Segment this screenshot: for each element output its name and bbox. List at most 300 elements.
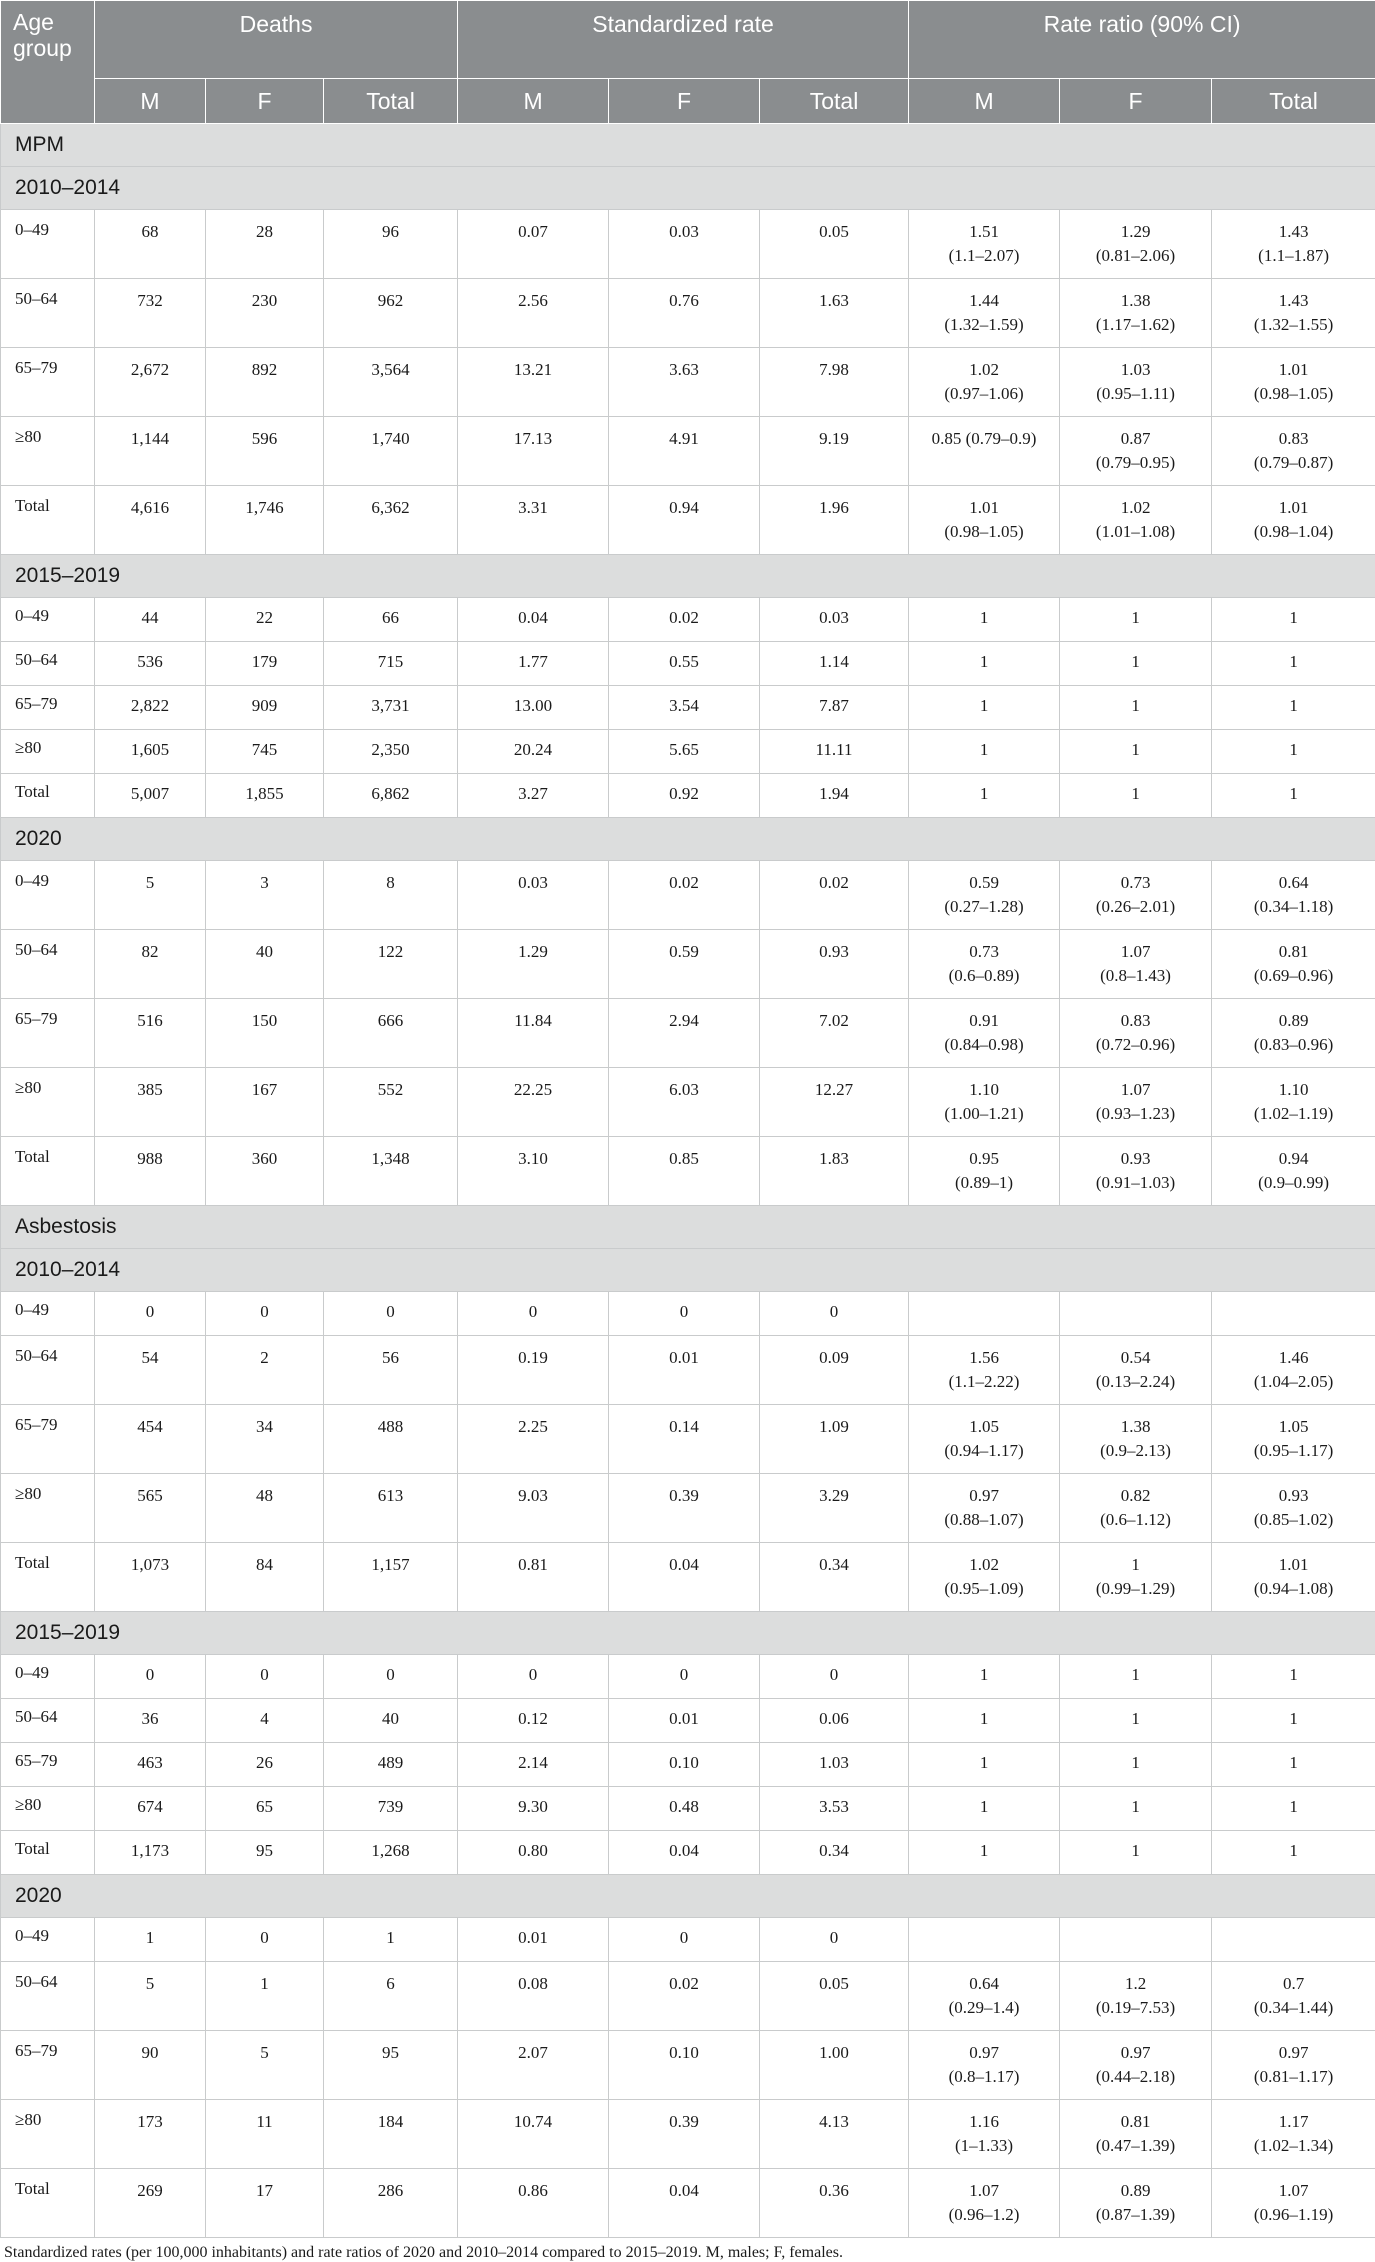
rate-total-cell: 0 xyxy=(760,1655,909,1699)
table-row xyxy=(1,417,1375,486)
ratio-f-cell: 0.97 (0.44–2.18) xyxy=(1060,2031,1212,2100)
rate-f-cell: 0.10 xyxy=(609,2031,760,2100)
subheader-ratio-total: Total xyxy=(1212,79,1375,124)
ratio-total-cell: 0.81 (0.69–0.96) xyxy=(1212,930,1375,999)
ratio-f-cell: 0.87 (0.79–0.95) xyxy=(1060,417,1212,486)
deaths-m-cell: 385 xyxy=(95,1068,206,1137)
ratio-m-cell: 0.97 (0.88–1.07) xyxy=(909,1474,1060,1543)
ratio-total-cell: 1.01 (0.98–1.05) xyxy=(1212,348,1375,417)
deaths-f-cell: 5 xyxy=(206,2031,324,2100)
ratio-m-cell: 1.01 (0.98–1.05) xyxy=(909,486,1060,555)
table-row xyxy=(1,1962,1375,2031)
table-row xyxy=(1,348,1375,417)
subheader-deaths-f: F xyxy=(206,79,324,124)
rate-f-cell: 0.04 xyxy=(609,1831,760,1875)
rate-m-cell: 3.10 xyxy=(458,1137,609,1206)
ratio-total-cell: 1 xyxy=(1212,686,1375,730)
deaths-f-cell: 745 xyxy=(206,730,324,774)
rate-f-cell: 0.85 xyxy=(609,1137,760,1206)
deaths-f-cell: 909 xyxy=(206,686,324,730)
age-group-cell: 65–79 xyxy=(1,686,95,730)
table-row xyxy=(1,1743,1375,1787)
header-standardized-rate: Standardized rate xyxy=(458,1,909,79)
deaths-f-cell: 3 xyxy=(206,861,324,930)
ratio-m-cell: 0.59 (0.27–1.28) xyxy=(909,861,1060,930)
ratio-m-cell: 1.02 (0.95–1.09) xyxy=(909,1543,1060,1612)
age-group-cell: Total xyxy=(1,486,95,555)
rate-f-cell: 0.76 xyxy=(609,279,760,348)
ratio-total-cell: 1.10 (1.02–1.19) xyxy=(1212,1068,1375,1137)
deaths-m-cell: 36 xyxy=(95,1699,206,1743)
table-row xyxy=(1,930,1375,999)
ratio-total-cell: 1 xyxy=(1212,1787,1375,1831)
rate-total-cell: 0.05 xyxy=(760,1962,909,2031)
table-row xyxy=(1,730,1375,774)
deaths-m-cell: 732 xyxy=(95,279,206,348)
ratio-m-cell: 0.85 (0.79–0.9) xyxy=(909,417,1060,486)
deaths-m-cell: 5 xyxy=(95,1962,206,2031)
table-footnote: Standardized rates (per 100,000 inhabitants) and rate ratios of 2020 and 2010–2014 compared to 2015–2019. M, males; F, females. xyxy=(0,2238,1375,2262)
ratio-m-cell: 1.56 (1.1–2.22) xyxy=(909,1336,1060,1405)
ratio-m-cell: 1 xyxy=(909,1655,1060,1699)
rate-m-cell: 0.86 xyxy=(458,2169,609,2238)
ratio-m-cell: 1 xyxy=(909,642,1060,686)
deaths-total-cell: 95 xyxy=(324,2031,458,2100)
deaths-total-cell: 1,157 xyxy=(324,1543,458,1612)
age-group-cell: ≥80 xyxy=(1,1068,95,1137)
period-section-row xyxy=(1,1612,1375,1655)
deaths-m-cell: 1,073 xyxy=(95,1543,206,1612)
age-group-cell: 0–49 xyxy=(1,1655,95,1699)
rate-m-cell: 20.24 xyxy=(458,730,609,774)
ratio-total-cell: 1 xyxy=(1212,1655,1375,1699)
rate-total-cell: 0.02 xyxy=(760,861,909,930)
ratio-total-cell: 1 xyxy=(1212,642,1375,686)
age-group-cell: 50–64 xyxy=(1,930,95,999)
ratio-m-cell: 1 xyxy=(909,1743,1060,1787)
ratio-m-cell: 1.07 (0.96–1.2) xyxy=(909,2169,1060,2238)
rate-total-cell: 9.19 xyxy=(760,417,909,486)
rate-m-cell: 0.01 xyxy=(458,1918,609,1962)
deaths-m-cell: 4,616 xyxy=(95,486,206,555)
subheader-rate-total: Total xyxy=(760,79,909,124)
ratio-f-cell: 1.29 (0.81–2.06) xyxy=(1060,210,1212,279)
deaths-m-cell: 565 xyxy=(95,1474,206,1543)
ratio-f-cell: 1 xyxy=(1060,1743,1212,1787)
deaths-m-cell: 173 xyxy=(95,2100,206,2169)
deaths-m-cell: 44 xyxy=(95,598,206,642)
deaths-total-cell: 666 xyxy=(324,999,458,1068)
rate-f-cell: 0 xyxy=(609,1292,760,1336)
ratio-f-cell: 1 xyxy=(1060,598,1212,642)
rate-total-cell: 7.87 xyxy=(760,686,909,730)
table-row xyxy=(1,2169,1375,2238)
rate-total-cell: 0.06 xyxy=(760,1699,909,1743)
deaths-f-cell: 11 xyxy=(206,2100,324,2169)
deaths-f-cell: 167 xyxy=(206,1068,324,1137)
period-section-row xyxy=(1,1875,1375,1918)
deaths-f-cell: 28 xyxy=(206,210,324,279)
ratio-f-cell: 0.81 (0.47–1.39) xyxy=(1060,2100,1212,2169)
ratio-total-cell: 0.97 (0.81–1.17) xyxy=(1212,2031,1375,2100)
rate-total-cell: 3.29 xyxy=(760,1474,909,1543)
deaths-f-cell: 0 xyxy=(206,1918,324,1962)
rate-total-cell: 1.83 xyxy=(760,1137,909,1206)
rate-total-cell: 1.00 xyxy=(760,2031,909,2100)
deaths-f-cell: 2 xyxy=(206,1336,324,1405)
deaths-total-cell: 1,348 xyxy=(324,1137,458,1206)
deaths-m-cell: 5,007 xyxy=(95,774,206,818)
rate-total-cell: 12.27 xyxy=(760,1068,909,1137)
age-group-cell: 65–79 xyxy=(1,1405,95,1474)
period-section-row xyxy=(1,555,1375,598)
deaths-total-cell: 122 xyxy=(324,930,458,999)
header-row-top xyxy=(1,1,1375,79)
rate-m-cell: 9.30 xyxy=(458,1787,609,1831)
deaths-total-cell: 488 xyxy=(324,1405,458,1474)
rate-m-cell: 0 xyxy=(458,1292,609,1336)
deaths-m-cell: 54 xyxy=(95,1336,206,1405)
rate-total-cell: 0.34 xyxy=(760,1543,909,1612)
age-group-cell: 50–64 xyxy=(1,1336,95,1405)
deaths-total-cell: 3,731 xyxy=(324,686,458,730)
deaths-total-cell: 552 xyxy=(324,1068,458,1137)
header-deaths: Deaths xyxy=(95,1,458,79)
ratio-f-cell: 0.54 (0.13–2.24) xyxy=(1060,1336,1212,1405)
ratio-m-cell: 0.95 (0.89–1) xyxy=(909,1137,1060,1206)
header-age-group: Age group xyxy=(1,1,95,124)
deaths-m-cell: 516 xyxy=(95,999,206,1068)
deaths-f-cell: 0 xyxy=(206,1655,324,1699)
ratio-f-cell: 0.93 (0.91–1.03) xyxy=(1060,1137,1212,1206)
ratio-m-cell: 1.51 (1.1–2.07) xyxy=(909,210,1060,279)
rate-total-cell: 0.34 xyxy=(760,1831,909,1875)
rate-m-cell: 2.25 xyxy=(458,1405,609,1474)
deaths-m-cell: 0 xyxy=(95,1292,206,1336)
age-group-cell: Total xyxy=(1,1137,95,1206)
rate-f-cell: 3.54 xyxy=(609,686,760,730)
table-row xyxy=(1,774,1375,818)
rate-total-cell: 4.13 xyxy=(760,2100,909,2169)
subheader-rate-f: F xyxy=(609,79,760,124)
rate-total-cell: 1.09 xyxy=(760,1405,909,1474)
rate-total-cell: 7.98 xyxy=(760,348,909,417)
rate-f-cell: 0.04 xyxy=(609,2169,760,2238)
rate-m-cell: 0.07 xyxy=(458,210,609,279)
deaths-f-cell: 1 xyxy=(206,1962,324,2031)
ratio-f-cell: 1.07 (0.93–1.23) xyxy=(1060,1068,1212,1137)
deaths-total-cell: 3,564 xyxy=(324,348,458,417)
table-row xyxy=(1,2031,1375,2100)
ratio-f-cell: 1.2 (0.19–7.53) xyxy=(1060,1962,1212,2031)
deaths-total-cell: 40 xyxy=(324,1699,458,1743)
age-group-cell: 65–79 xyxy=(1,1743,95,1787)
age-group-cell: ≥80 xyxy=(1,1474,95,1543)
deaths-total-cell: 96 xyxy=(324,210,458,279)
rate-f-cell: 0 xyxy=(609,1655,760,1699)
age-group-cell: 0–49 xyxy=(1,210,95,279)
age-group-cell: Total xyxy=(1,1831,95,1875)
deaths-m-cell: 1,173 xyxy=(95,1831,206,1875)
table-row xyxy=(1,1787,1375,1831)
deaths-m-cell: 2,822 xyxy=(95,686,206,730)
rate-m-cell: 0.08 xyxy=(458,1962,609,2031)
deaths-f-cell: 230 xyxy=(206,279,324,348)
rate-total-cell: 0.36 xyxy=(760,2169,909,2238)
deaths-m-cell: 90 xyxy=(95,2031,206,2100)
ratio-m-cell: 0.73 (0.6–0.89) xyxy=(909,930,1060,999)
ratio-total-cell: 0.64 (0.34–1.18) xyxy=(1212,861,1375,930)
ratio-total-cell: 1.01 (0.94–1.08) xyxy=(1212,1543,1375,1612)
ratio-total-cell: 1 xyxy=(1212,1831,1375,1875)
age-group-cell: 50–64 xyxy=(1,1962,95,2031)
rate-f-cell: 0.03 xyxy=(609,210,760,279)
rate-m-cell: 0.19 xyxy=(458,1336,609,1405)
table-row xyxy=(1,1336,1375,1405)
table-body xyxy=(1,124,1375,2238)
rate-m-cell: 13.00 xyxy=(458,686,609,730)
deaths-f-cell: 34 xyxy=(206,1405,324,1474)
ratio-m-cell: 1.05 (0.94–1.17) xyxy=(909,1405,1060,1474)
table-row xyxy=(1,1405,1375,1474)
table-row xyxy=(1,1831,1375,1875)
table-row xyxy=(1,1068,1375,1137)
subheader-deaths-m: M xyxy=(95,79,206,124)
rate-f-cell: 0.92 xyxy=(609,774,760,818)
ratio-m-cell: 1 xyxy=(909,1831,1060,1875)
ratio-f-cell: 0.83 (0.72–0.96) xyxy=(1060,999,1212,1068)
ratio-m-cell: 1 xyxy=(909,774,1060,818)
rate-total-cell: 11.11 xyxy=(760,730,909,774)
age-group-cell: 50–64 xyxy=(1,1699,95,1743)
ratio-total-cell: 1.01 (0.98–1.04) xyxy=(1212,486,1375,555)
table-row xyxy=(1,1699,1375,1743)
deaths-f-cell: 596 xyxy=(206,417,324,486)
ratio-m-cell: 1 xyxy=(909,1787,1060,1831)
rate-m-cell: 1.29 xyxy=(458,930,609,999)
rate-m-cell: 2.07 xyxy=(458,2031,609,2100)
deaths-f-cell: 0 xyxy=(206,1292,324,1336)
deaths-total-cell: 739 xyxy=(324,1787,458,1831)
table-row xyxy=(1,999,1375,1068)
age-group-cell: 0–49 xyxy=(1,1918,95,1962)
rate-f-cell: 0.14 xyxy=(609,1405,760,1474)
ratio-m-cell xyxy=(909,1292,1060,1336)
deaths-m-cell: 269 xyxy=(95,2169,206,2238)
deaths-f-cell: 360 xyxy=(206,1137,324,1206)
age-group-cell: 0–49 xyxy=(1,598,95,642)
age-group-cell: ≥80 xyxy=(1,1787,95,1831)
rate-f-cell: 0.39 xyxy=(609,2100,760,2169)
ratio-total-cell: 1.43 (1.32–1.55) xyxy=(1212,279,1375,348)
ratio-m-cell: 0.64 (0.29–1.4) xyxy=(909,1962,1060,2031)
table-row xyxy=(1,1918,1375,1962)
rate-total-cell: 1.03 xyxy=(760,1743,909,1787)
rate-total-cell: 1.14 xyxy=(760,642,909,686)
age-group-cell: 65–79 xyxy=(1,2031,95,2100)
deaths-m-cell: 0 xyxy=(95,1655,206,1699)
deaths-total-cell: 66 xyxy=(324,598,458,642)
ratio-m-cell: 1.02 (0.97–1.06) xyxy=(909,348,1060,417)
ratio-f-cell xyxy=(1060,1918,1212,1962)
rate-f-cell: 0.02 xyxy=(609,598,760,642)
rate-f-cell: 0 xyxy=(609,1918,760,1962)
deaths-total-cell: 0 xyxy=(324,1655,458,1699)
table-row xyxy=(1,486,1375,555)
deaths-f-cell: 95 xyxy=(206,1831,324,1875)
rate-total-cell: 1.96 xyxy=(760,486,909,555)
rate-total-cell: 0.05 xyxy=(760,210,909,279)
subheader-ratio-m: M xyxy=(909,79,1060,124)
ratio-total-cell: 0.93 (0.85–1.02) xyxy=(1212,1474,1375,1543)
age-group-cell: 50–64 xyxy=(1,642,95,686)
deaths-total-cell: 2,350 xyxy=(324,730,458,774)
age-group-cell: 65–79 xyxy=(1,999,95,1068)
ratio-f-cell: 1 xyxy=(1060,1831,1212,1875)
ratio-f-cell: 0.82 (0.6–1.12) xyxy=(1060,1474,1212,1543)
table-row xyxy=(1,210,1375,279)
ratio-f-cell: 0.89 (0.87–1.39) xyxy=(1060,2169,1212,2238)
deaths-m-cell: 988 xyxy=(95,1137,206,1206)
deaths-m-cell: 68 xyxy=(95,210,206,279)
ratio-total-cell: 1.07 (0.96–1.19) xyxy=(1212,2169,1375,2238)
ratio-f-cell: 1 xyxy=(1060,730,1212,774)
deaths-f-cell: 84 xyxy=(206,1543,324,1612)
table-header xyxy=(1,1,1375,124)
rate-f-cell: 0.55 xyxy=(609,642,760,686)
rate-m-cell: 3.27 xyxy=(458,774,609,818)
deaths-total-cell: 8 xyxy=(324,861,458,930)
disease-label: MPM xyxy=(1,124,1375,167)
deaths-f-cell: 65 xyxy=(206,1787,324,1831)
rate-f-cell: 5.65 xyxy=(609,730,760,774)
subheader-deaths-total: Total xyxy=(324,79,458,124)
deaths-f-cell: 22 xyxy=(206,598,324,642)
table-row xyxy=(1,1543,1375,1612)
deaths-m-cell: 1 xyxy=(95,1918,206,1962)
table-row xyxy=(1,2100,1375,2169)
deaths-total-cell: 0 xyxy=(324,1292,458,1336)
ratio-total-cell: 1 xyxy=(1212,1699,1375,1743)
deaths-f-cell: 40 xyxy=(206,930,324,999)
ratio-total-cell: 1 xyxy=(1212,1743,1375,1787)
ratio-m-cell: 1.44 (1.32–1.59) xyxy=(909,279,1060,348)
rate-m-cell: 0 xyxy=(458,1655,609,1699)
deaths-total-cell: 6,862 xyxy=(324,774,458,818)
rate-m-cell: 17.13 xyxy=(458,417,609,486)
rate-total-cell: 0.03 xyxy=(760,598,909,642)
ratio-total-cell: 1.43 (1.1–1.87) xyxy=(1212,210,1375,279)
ratio-m-cell: 1 xyxy=(909,598,1060,642)
ratio-f-cell: 0.73 (0.26–2.01) xyxy=(1060,861,1212,930)
rate-total-cell: 3.53 xyxy=(760,1787,909,1831)
age-group-cell: 65–79 xyxy=(1,348,95,417)
period-label: 2020 xyxy=(1,818,1375,861)
period-label: 2015–2019 xyxy=(1,1612,1375,1655)
deaths-f-cell: 4 xyxy=(206,1699,324,1743)
deaths-m-cell: 2,672 xyxy=(95,348,206,417)
rate-f-cell: 0.01 xyxy=(609,1336,760,1405)
rate-f-cell: 0.39 xyxy=(609,1474,760,1543)
ratio-total-cell: 1 xyxy=(1212,774,1375,818)
rate-m-cell: 0.12 xyxy=(458,1699,609,1743)
ratio-f-cell: 1.38 (1.17–1.62) xyxy=(1060,279,1212,348)
age-group-cell: 0–49 xyxy=(1,861,95,930)
ratio-f-cell: 1 xyxy=(1060,1699,1212,1743)
ratio-m-cell xyxy=(909,1918,1060,1962)
age-group-cell: 0–49 xyxy=(1,1292,95,1336)
deaths-m-cell: 5 xyxy=(95,861,206,930)
age-group-cell: 50–64 xyxy=(1,279,95,348)
rate-f-cell: 0.59 xyxy=(609,930,760,999)
deaths-total-cell: 6,362 xyxy=(324,486,458,555)
ratio-total-cell: 0.94 (0.9–0.99) xyxy=(1212,1137,1375,1206)
table-row xyxy=(1,686,1375,730)
rate-f-cell: 4.91 xyxy=(609,417,760,486)
rate-m-cell: 1.77 xyxy=(458,642,609,686)
table-row xyxy=(1,279,1375,348)
ratio-total-cell: 0.89 (0.83–0.96) xyxy=(1212,999,1375,1068)
ratio-f-cell: 1 xyxy=(1060,642,1212,686)
deaths-total-cell: 286 xyxy=(324,2169,458,2238)
rate-m-cell: 3.31 xyxy=(458,486,609,555)
subheader-rate-m: M xyxy=(458,79,609,124)
ratio-total-cell: 1.46 (1.04–2.05) xyxy=(1212,1336,1375,1405)
deaths-m-cell: 1,605 xyxy=(95,730,206,774)
ratio-m-cell: 0.97 (0.8–1.17) xyxy=(909,2031,1060,2100)
ratio-f-cell: 1 (0.99–1.29) xyxy=(1060,1543,1212,1612)
rate-m-cell: 11.84 xyxy=(458,999,609,1068)
ratio-m-cell: 1 xyxy=(909,730,1060,774)
ratio-total-cell: 1 xyxy=(1212,598,1375,642)
deaths-m-cell: 674 xyxy=(95,1787,206,1831)
deaths-total-cell: 489 xyxy=(324,1743,458,1787)
rate-m-cell: 0.80 xyxy=(458,1831,609,1875)
age-group-cell: Total xyxy=(1,1543,95,1612)
period-section-row xyxy=(1,1249,1375,1292)
age-group-cell: Total xyxy=(1,774,95,818)
age-group-cell: ≥80 xyxy=(1,417,95,486)
rate-m-cell: 0.04 xyxy=(458,598,609,642)
ratio-total-cell: 1.17 (1.02–1.34) xyxy=(1212,2100,1375,2169)
deaths-f-cell: 48 xyxy=(206,1474,324,1543)
period-label: 2010–2014 xyxy=(1,1249,1375,1292)
rate-f-cell: 3.63 xyxy=(609,348,760,417)
rate-total-cell: 0 xyxy=(760,1292,909,1336)
deaths-total-cell: 613 xyxy=(324,1474,458,1543)
table-row xyxy=(1,1474,1375,1543)
rate-total-cell: 7.02 xyxy=(760,999,909,1068)
rate-f-cell: 0.10 xyxy=(609,1743,760,1787)
deaths-f-cell: 1,855 xyxy=(206,774,324,818)
rate-f-cell: 6.03 xyxy=(609,1068,760,1137)
rate-total-cell: 0 xyxy=(760,1918,909,1962)
age-group-cell: ≥80 xyxy=(1,730,95,774)
table-row xyxy=(1,861,1375,930)
rate-f-cell: 0.02 xyxy=(609,1962,760,2031)
subheader-ratio-f: F xyxy=(1060,79,1212,124)
age-group-cell: ≥80 xyxy=(1,2100,95,2169)
ratio-f-cell: 1.07 (0.8–1.43) xyxy=(1060,930,1212,999)
rate-f-cell: 0.01 xyxy=(609,1699,760,1743)
deaths-f-cell: 179 xyxy=(206,642,324,686)
period-label: 2020 xyxy=(1,1875,1375,1918)
disease-section-row xyxy=(1,124,1375,167)
deaths-f-cell: 17 xyxy=(206,2169,324,2238)
table-row xyxy=(1,598,1375,642)
ratio-f-cell xyxy=(1060,1292,1212,1336)
rate-m-cell: 22.25 xyxy=(458,1068,609,1137)
